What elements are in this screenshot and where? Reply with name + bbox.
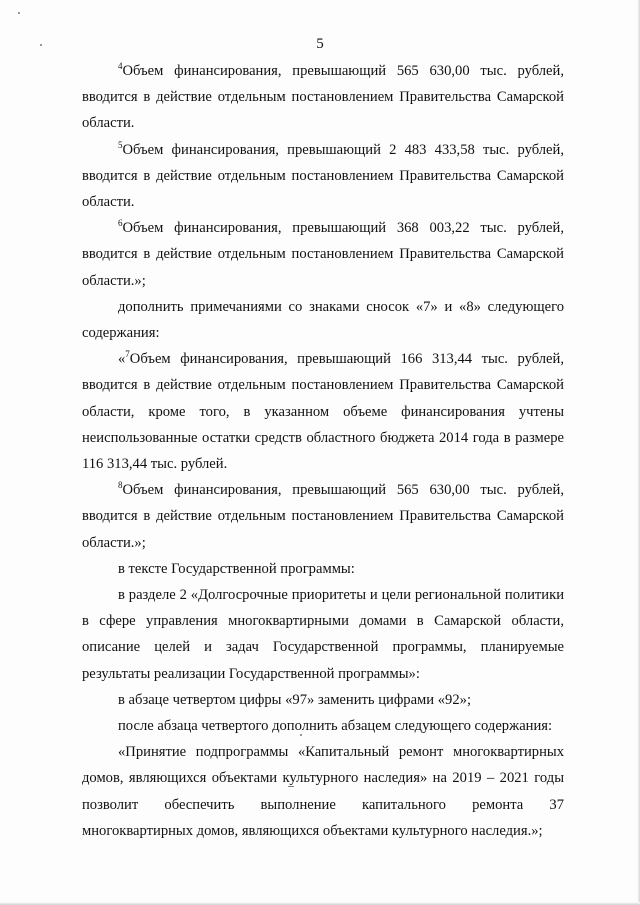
paragraph-text: Объем финансирования, превышающий 565 630,00 тыс. рублей, вводится в действие отдельным постановлением Правительства Самарской области.»;: [82, 482, 564, 551]
section-2-instruction: [82, 582, 564, 687]
document-body: [82, 58, 564, 844]
footnote-6-paragraph: [82, 215, 564, 294]
paragraph-text: Объем финансирования, превышающий 565 630,00 тыс. рублей, вводится в действие отдельным постановлением Правительства Самарской области.: [82, 63, 564, 132]
paragraph-text: в тексте Государственной программы:: [118, 560, 355, 577]
add-notes-instruction: [82, 294, 564, 346]
footnote-marker: 7: [125, 349, 130, 360]
paragraph-text: дополнить примечаниями со знаками сносок «7» и «8» следующего содержания:: [82, 298, 564, 342]
footnote-8-paragraph: [82, 477, 564, 556]
paragraph-text: в разделе 2 «Долгосрочные приоритеты и цели региональной политики в сфере управления многоквартирными домами в Самарской области, описание целей и задач Государственной программы, планируемые результаты реализации Государственной программы»:: [82, 587, 564, 682]
footnote-4-paragraph: [82, 58, 564, 137]
replace-digits-instruction: [82, 687, 564, 713]
footnote-marker: 8: [118, 480, 123, 491]
footnote-marker: 5: [118, 139, 123, 150]
page-number: 5: [316, 36, 324, 52]
paragraph-text: Объем финансирования, превышающий 2 483 433,58 тыс. рублей, вводится в действие отдельным постановлением Правительства Самарской области.: [82, 141, 564, 211]
add-paragraph-instruction: [82, 713, 564, 739]
footnote-marker: 4: [118, 61, 123, 71]
paragraph-text: после абзаца четвертого дополнить абзацем следующего содержания:: [118, 718, 553, 735]
paragraph-text: в абзаце четвертом цифры «97» заменить цифрами «92»;: [118, 691, 471, 708]
paragraph-text: Объем финансирования, превышающий 368 003,22 тыс. рублей, вводится в действие отдельным постановлением Правительства Самарской области.»;: [82, 220, 564, 289]
new-paragraph-content: [82, 739, 564, 844]
paragraph-prefix: «: [118, 351, 126, 368]
footnote-7-paragraph: [82, 346, 564, 477]
footnote-marker: 6: [118, 218, 123, 229]
program-text-instruction: [82, 556, 564, 582]
paragraph-text: «Принятие подпрограммы «Капитальный ремонт многоквартирных домов, являющихся объектами культурного наследия» на 2019 – 2021 годы позволит обеспечить выполнение капитального ремонта 37 многоквартирных домов, являющихся объектами культурного наследия.»;: [82, 744, 564, 839]
scan-speck: [18, 12, 20, 14]
paragraph-text: Объем финансирования, превышающий 166 313,44 тыс. рублей, вводится в действие отдельным постановлением Правительства Самарской области, кроме того, в указанном объеме финансирования учтены неиспользованные остатки средств областного бюджета 2014 года в размере 116 313,44 тыс. рублей.: [82, 351, 564, 473]
footnote-5-paragraph: [82, 137, 564, 216]
